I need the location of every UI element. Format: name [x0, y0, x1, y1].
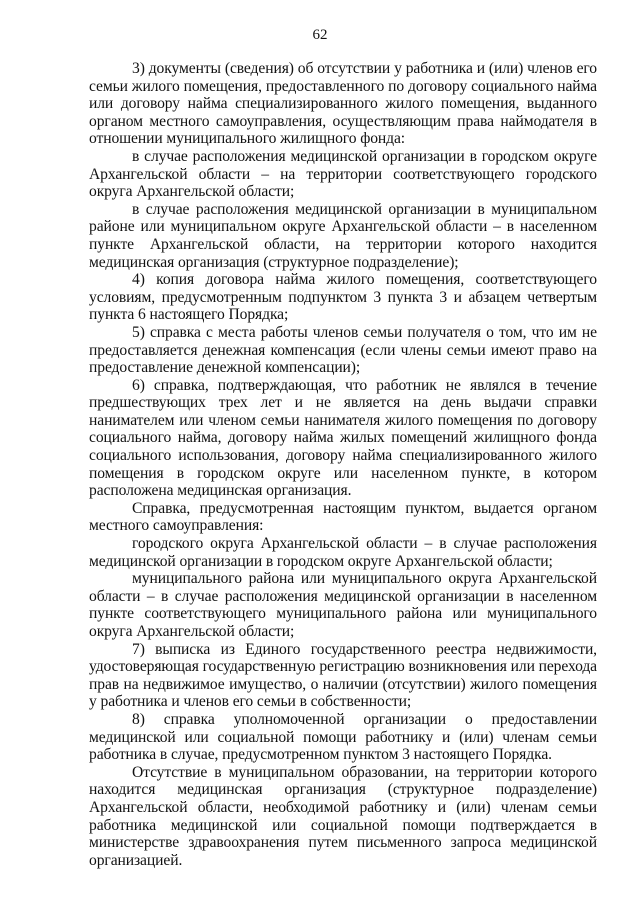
paragraph-municipal-district: в случае расположения медицинской организации в муниципальном районе или муниципальном округе Архангельской области – в населенном пункте Архангельской области, на территории которого находится медицинская организация (структурное подразделение);	[89, 200, 597, 271]
paragraph-item-6: 6) справка, подтверждающая, что работник не являлся в течение предшествующих трех лет и не является на день выдачи справки нанимателем или членом семьи нанимателя жилого помещения по договору социального найма, договору найма жилых помещений жилищного фонда социального использования, договору найма специализированного жилого помещения в городском округе или населенном пункте, в котором расположена медицинская организация.	[89, 376, 597, 500]
paragraph-item-5: 5) справка с места работы членов семьи получателя о том, что им не предоставляется денежная компенсация (если члены семьи имеют право на предоставление денежной компенсации);	[89, 323, 597, 377]
paragraph-issuer-urban: городского округа Архангельской области – в случае расположения медицинской организации в городском округе Архангельской области;	[89, 535, 597, 570]
paragraph-item-7: 7) выписка из Единого государственного реестра недвижимости, удостоверяющая государственную регистрацию возникновения или перехода прав на недвижимое имущество, о наличии (отсутствии) жилого помещения у работника и членов его семьи в собственности;	[89, 640, 597, 711]
paragraph-certificate-issuer: Справка, предусмотренная настоящим пунктом, выдается органом местного самоуправления:	[89, 499, 597, 535]
page-number: 62	[312, 27, 328, 43]
paragraph-item-8: 8) справка уполномоченной организации о предоставлении медицинской или социальной помощи работнику и (или) членам семьи работника в случае, предусмотренном пунктом 3 настоящего Порядка.	[89, 710, 597, 764]
paragraph-issuer-municipal: муниципального района или муниципального округа Архангельской области – в случае расположения медицинской организации в населенном пункте соответствующего муниципального района или муниципального округа Архангельской области;	[89, 570, 597, 640]
paragraph-item-4: 4) копия договора найма жилого помещения, соответствующего условиям, предусмотренным подпунктом 3 пункта 3 и абзацем четвертым пункта 6 настоящего Порядка;	[89, 271, 597, 324]
paragraph-urban-district: в случае расположения медицинской организации в городском округе Архангельской области – на территории соответствующего городского округа Архангельской области;	[89, 147, 597, 201]
paragraph-item-3: 3) документы (сведения) об отсутствии у работника и (или) членов его семьи жилого помещения, предоставленного по договору социального найма или договору найма специализированного жилого помещения, выданного органом местного самоуправления, осуществляющим права наймодателя в отношении муниципального жилищного фонда:	[89, 60, 597, 148]
document-body	[89, 60, 597, 869]
paragraph-absence-confirmation: Отсутствие в муниципальном образовании, на территории которого находится медицинская организация (структурное подразделение) Архангельской области, необходимой работнику и (или) членам семьи работника медицинской или социальной помощи подтверждается в министерстве здравоохранения путем письменного запроса медицинской организацией.	[89, 763, 597, 869]
